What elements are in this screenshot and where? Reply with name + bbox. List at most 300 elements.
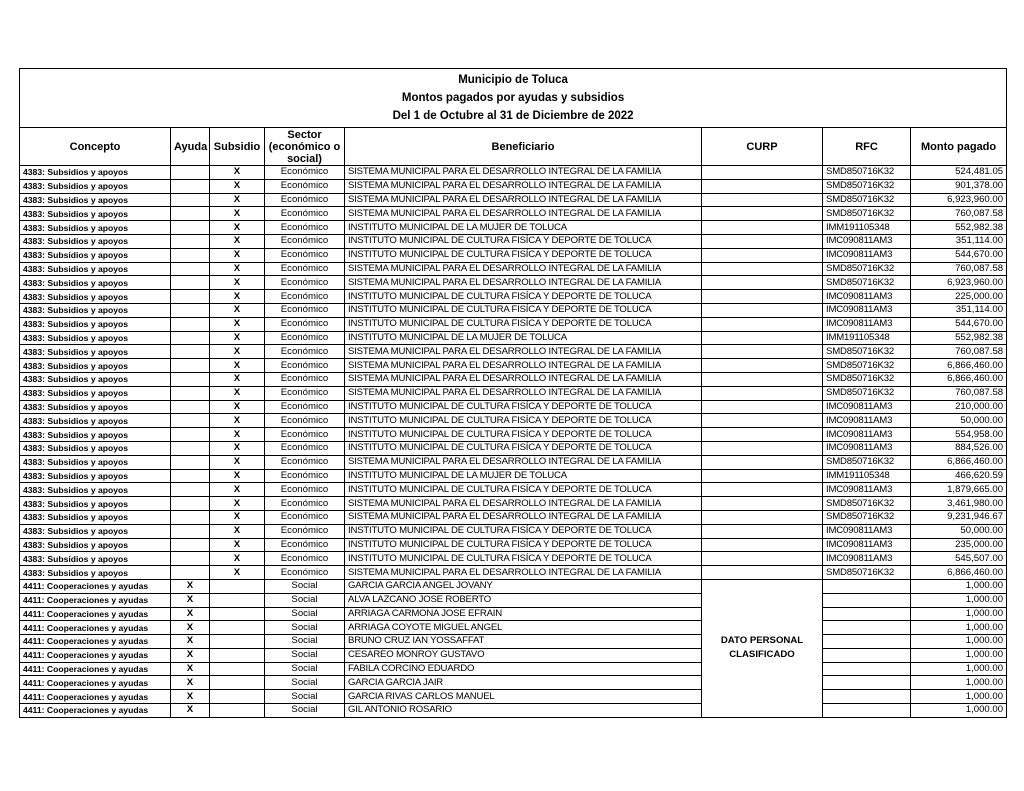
cell-ayuda [171, 386, 210, 400]
cell-beneficiario: SISTEMA MUNICIPAL PARA EL DESARROLLO INTEGRAL DE LA FAMILIA [345, 455, 702, 469]
cell-ayuda [171, 207, 210, 221]
cell-concepto: 4411: Cooperaciones y ayudas [20, 635, 171, 649]
cell-subsidio: X [210, 234, 265, 248]
cell-subsidio [210, 690, 265, 704]
cell-subsidio [210, 579, 265, 593]
cell-ayuda: X [171, 704, 210, 718]
cell-beneficiario: SISTEMA MUNICIPAL PARA EL DESARROLLO INTEGRAL DE LA FAMILIA [345, 193, 702, 207]
cell-concepto: 4383: Subsidios y apoyos [20, 386, 171, 400]
cell-concepto: 4383: Subsidios y apoyos [20, 262, 171, 276]
cell-ayuda [171, 400, 210, 414]
cell-beneficiario: GARCIA RIVAS CARLOS MANUEL [345, 690, 702, 704]
table-row [20, 538, 1007, 552]
cell-monto: 1,000.00 [911, 621, 1007, 635]
cell-sector: Social [265, 676, 345, 690]
cell-monto: 1,000.00 [911, 648, 1007, 662]
cell-curp [702, 193, 823, 207]
cell-curp [702, 234, 823, 248]
cell-subsidio: X [210, 290, 265, 304]
cell-subsidio: X [210, 166, 265, 180]
cell-monto: 210,000.00 [911, 400, 1007, 414]
cell-concepto: 4383: Subsidios y apoyos [20, 248, 171, 262]
cell-subsidio: X [210, 455, 265, 469]
cell-subsidio [210, 648, 265, 662]
cell-sector: Económico [265, 441, 345, 455]
cell-curp [702, 276, 823, 290]
cell-beneficiario: GIL ANTONIO ROSARIO [345, 704, 702, 718]
report-title-municipality: Municipio de Toluca [458, 74, 568, 86]
cell-ayuda: X [171, 621, 210, 635]
cell-concepto: 4383: Subsidios y apoyos [20, 303, 171, 317]
cell-rfc: SMD850716K32 [823, 372, 911, 386]
cell-concepto: 4411: Cooperaciones y ayudas [20, 579, 171, 593]
cell-monto: 760,087.58 [911, 207, 1007, 221]
cell-ayuda [171, 262, 210, 276]
cell-rfc: SMD850716K32 [823, 262, 911, 276]
cell-ayuda [171, 317, 210, 331]
table-row [20, 221, 1007, 235]
cell-subsidio: X [210, 359, 265, 373]
cell-ayuda [171, 428, 210, 442]
table-row [20, 579, 1007, 593]
cell-beneficiario: FABILA CORCINO EDUARDO [345, 662, 702, 676]
cell-curp [702, 552, 823, 566]
cell-ayuda [171, 303, 210, 317]
cell-ayuda [171, 331, 210, 345]
cell-concepto: 4383: Subsidios y apoyos [20, 331, 171, 345]
cell-ayuda [171, 497, 210, 511]
cell-sector: Económico [265, 276, 345, 290]
cell-curp [702, 359, 823, 373]
table-row [20, 455, 1007, 469]
cell-monto: 1,000.00 [911, 579, 1007, 593]
cell-beneficiario: ALVA LAZCANO JOSE ROBERTO [345, 593, 702, 607]
cell-monto: 1,000.00 [911, 704, 1007, 718]
cell-rfc [823, 648, 911, 662]
cell-ayuda: X [171, 676, 210, 690]
cell-rfc: SMD850716K32 [823, 207, 911, 221]
cell-monto: 6,923,960.00 [911, 193, 1007, 207]
cell-ayuda: X [171, 662, 210, 676]
cell-ayuda [171, 248, 210, 262]
cell-ayuda: X [171, 635, 210, 649]
column-header-row [20, 128, 1007, 166]
cell-concepto: 4411: Cooperaciones y ayudas [20, 676, 171, 690]
cell-concepto: 4383: Subsidios y apoyos [20, 428, 171, 442]
cell-subsidio: X [210, 414, 265, 428]
cell-rfc: IMC090811AM3 [823, 234, 911, 248]
cell-monto: 225,000.00 [911, 290, 1007, 304]
cell-monto: 3,461,980.00 [911, 497, 1007, 511]
cell-monto: 50,000.00 [911, 524, 1007, 538]
cell-sector: Económico [265, 524, 345, 538]
cell-sector: Social [265, 579, 345, 593]
cell-ayuda [171, 221, 210, 235]
header-sector [265, 128, 345, 166]
curp-classified-cell [702, 579, 823, 717]
header-sector-line3: social) [287, 152, 322, 165]
cell-subsidio: X [210, 510, 265, 524]
cell-ayuda [171, 276, 210, 290]
table-row [20, 621, 1007, 635]
table-row [20, 372, 1007, 386]
cell-ayuda [171, 566, 210, 580]
cell-subsidio [210, 704, 265, 718]
table-row [20, 593, 1007, 607]
cell-curp [702, 455, 823, 469]
cell-curp [702, 510, 823, 524]
cell-ayuda: X [171, 648, 210, 662]
cell-concepto: 4383: Subsidios y apoyos [20, 359, 171, 373]
cell-sector: Económico [265, 179, 345, 193]
cell-monto: 544,670.00 [911, 248, 1007, 262]
cell-rfc: SMD850716K32 [823, 179, 911, 193]
cell-beneficiario: SISTEMA MUNICIPAL PARA EL DESARROLLO INTEGRAL DE LA FAMILIA [345, 497, 702, 511]
cell-subsidio: X [210, 317, 265, 331]
cell-sector: Social [265, 690, 345, 704]
cell-rfc: SMD850716K32 [823, 166, 911, 180]
cell-monto: 760,087.58 [911, 345, 1007, 359]
cell-ayuda: X [171, 593, 210, 607]
table-row [20, 676, 1007, 690]
cell-concepto: 4383: Subsidios y apoyos [20, 345, 171, 359]
table-row [20, 193, 1007, 207]
cell-rfc: IMC090811AM3 [823, 483, 911, 497]
cell-beneficiario: SISTEMA MUNICIPAL PARA EL DESARROLLO INTEGRAL DE LA FAMILIA [345, 566, 702, 580]
cell-rfc: IMC090811AM3 [823, 248, 911, 262]
cell-beneficiario: SISTEMA MUNICIPAL PARA EL DESARROLLO INTEGRAL DE LA FAMILIA [345, 276, 702, 290]
cell-monto: 760,087.58 [911, 386, 1007, 400]
cell-subsidio [210, 607, 265, 621]
cell-curp [702, 469, 823, 483]
table-row [20, 248, 1007, 262]
cell-beneficiario: INSTITUTO MUNICIPAL DE CULTURA FISÍCA Y DEPORTE DE TOLUCA [345, 524, 702, 538]
table-row [20, 566, 1007, 580]
table-row [20, 386, 1007, 400]
cell-beneficiario: INSTITUTO MUNICIPAL DE CULTURA FISÍCA Y DEPORTE DE TOLUCA [345, 317, 702, 331]
cell-beneficiario: GARCIA GARCIA ANGEL JOVANY [345, 579, 702, 593]
cell-ayuda [171, 414, 210, 428]
cell-curp [702, 262, 823, 276]
cell-sector: Económico [265, 359, 345, 373]
cell-monto: 884,526.00 [911, 441, 1007, 455]
cell-subsidio: X [210, 345, 265, 359]
cell-curp [702, 428, 823, 442]
report-title [20, 69, 1007, 128]
table-row [20, 648, 1007, 662]
cell-curp [702, 345, 823, 359]
cell-ayuda [171, 455, 210, 469]
cell-subsidio: X [210, 372, 265, 386]
cell-monto: 6,866,460.00 [911, 359, 1007, 373]
cell-curp [702, 290, 823, 304]
cell-beneficiario: INSTITUTO MUNICIPAL DE CULTURA FISÍCA Y DEPORTE DE TOLUCA [345, 234, 702, 248]
cell-sector: Económico [265, 497, 345, 511]
table-row [20, 276, 1007, 290]
cell-ayuda: X [171, 607, 210, 621]
table-row [20, 166, 1007, 180]
cell-monto: 6,866,460.00 [911, 372, 1007, 386]
cell-concepto: 4383: Subsidios y apoyos [20, 221, 171, 235]
cell-beneficiario: INSTITUTO MUNICIPAL DE CULTURA FISÍCA Y DEPORTE DE TOLUCA [345, 483, 702, 497]
cell-subsidio [210, 662, 265, 676]
cell-sector: Económico [265, 345, 345, 359]
cell-beneficiario: INSTITUTO MUNICIPAL DE CULTURA FISÍCA Y DEPORTE DE TOLUCA [345, 303, 702, 317]
cell-concepto: 4383: Subsidios y apoyos [20, 166, 171, 180]
cell-sector: Económico [265, 207, 345, 221]
cell-beneficiario: INSTITUTO MUNICIPAL DE LA MUJER DE TOLUCA [345, 221, 702, 235]
cell-ayuda [171, 524, 210, 538]
cell-sector: Económico [265, 372, 345, 386]
cell-sector: Económico [265, 483, 345, 497]
cell-concepto: 4411: Cooperaciones y ayudas [20, 690, 171, 704]
cell-beneficiario: SISTEMA MUNICIPAL PARA EL DESARROLLO INTEGRAL DE LA FAMILIA [345, 166, 702, 180]
cell-ayuda [171, 345, 210, 359]
cell-subsidio [210, 635, 265, 649]
cell-beneficiario: GARCIA GARCIA JAIR [345, 676, 702, 690]
cell-subsidio: X [210, 193, 265, 207]
cell-beneficiario: BRUNO CRUZ IAN YOSSAFFAT [345, 635, 702, 649]
cell-sector: Económico [265, 566, 345, 580]
table-row [20, 400, 1007, 414]
cell-curp [702, 372, 823, 386]
cell-monto: 554,958.00 [911, 428, 1007, 442]
cell-subsidio [210, 676, 265, 690]
cell-sector: Económico [265, 400, 345, 414]
cell-rfc [823, 704, 911, 718]
cell-curp [702, 524, 823, 538]
cell-sector: Social [265, 662, 345, 676]
header-ayuda: Ayuda [171, 128, 210, 166]
table-row [20, 207, 1007, 221]
header-subsidio: Subsidio [210, 128, 265, 166]
cell-curp [702, 441, 823, 455]
cell-beneficiario: SISTEMA MUNICIPAL PARA EL DESARROLLO INTEGRAL DE LA FAMILIA [345, 345, 702, 359]
cell-sector: Social [265, 648, 345, 662]
table-row [20, 262, 1007, 276]
cell-sector: Económico [265, 248, 345, 262]
cell-subsidio [210, 593, 265, 607]
cell-subsidio: X [210, 566, 265, 580]
subsidies-table [19, 68, 1007, 718]
table-body [20, 166, 1007, 718]
header-rfc: RFC [823, 128, 911, 166]
cell-concepto: 4383: Subsidios y apoyos [20, 483, 171, 497]
cell-rfc: IMC090811AM3 [823, 428, 911, 442]
table-row [20, 607, 1007, 621]
table-row [20, 524, 1007, 538]
table-row [20, 331, 1007, 345]
cell-concepto: 4411: Cooperaciones y ayudas [20, 593, 171, 607]
cell-rfc: SMD850716K32 [823, 345, 911, 359]
cell-beneficiario: SISTEMA MUNICIPAL PARA EL DESARROLLO INTEGRAL DE LA FAMILIA [345, 179, 702, 193]
cell-beneficiario: SISTEMA MUNICIPAL PARA EL DESARROLLO INTEGRAL DE LA FAMILIA [345, 510, 702, 524]
cell-rfc: SMD850716K32 [823, 455, 911, 469]
cell-concepto: 4383: Subsidios y apoyos [20, 372, 171, 386]
cell-rfc: IMM191105348 [823, 221, 911, 235]
cell-concepto: 4411: Cooperaciones y ayudas [20, 704, 171, 718]
cell-monto: 1,000.00 [911, 662, 1007, 676]
cell-sector: Económico [265, 538, 345, 552]
cell-rfc [823, 662, 911, 676]
cell-monto: 544,670.00 [911, 317, 1007, 331]
table-row [20, 635, 1007, 649]
table-row [20, 662, 1007, 676]
cell-monto: 524,481.05 [911, 166, 1007, 180]
cell-sector: Económico [265, 290, 345, 304]
cell-sector: Económico [265, 428, 345, 442]
cell-rfc: IMC090811AM3 [823, 303, 911, 317]
header-curp: CURP [702, 128, 823, 166]
cell-ayuda [171, 552, 210, 566]
cell-monto: 351,114.00 [911, 234, 1007, 248]
table-row [20, 552, 1007, 566]
cell-subsidio: X [210, 469, 265, 483]
cell-ayuda [171, 538, 210, 552]
cell-ayuda [171, 359, 210, 373]
cell-subsidio: X [210, 400, 265, 414]
cell-sector: Económico [265, 166, 345, 180]
table-row [20, 690, 1007, 704]
cell-monto: 552,982.38 [911, 331, 1007, 345]
cell-curp [702, 303, 823, 317]
cell-subsidio: X [210, 207, 265, 221]
cell-ayuda: X [171, 579, 210, 593]
cell-concepto: 4383: Subsidios y apoyos [20, 566, 171, 580]
table-row [20, 497, 1007, 511]
cell-rfc [823, 690, 911, 704]
cell-rfc: IMC090811AM3 [823, 400, 911, 414]
cell-monto: 760,087.58 [911, 262, 1007, 276]
cell-concepto: 4383: Subsidios y apoyos [20, 510, 171, 524]
cell-beneficiario: SISTEMA MUNICIPAL PARA EL DESARROLLO INTEGRAL DE LA FAMILIA [345, 372, 702, 386]
cell-monto: 351,114.00 [911, 303, 1007, 317]
cell-concepto: 4383: Subsidios y apoyos [20, 400, 171, 414]
cell-beneficiario: SISTEMA MUNICIPAL PARA EL DESARROLLO INTEGRAL DE LA FAMILIA [345, 359, 702, 373]
cell-monto: 6,866,460.00 [911, 566, 1007, 580]
cell-concepto: 4411: Cooperaciones y ayudas [20, 621, 171, 635]
cell-rfc: SMD850716K32 [823, 510, 911, 524]
cell-ayuda [171, 469, 210, 483]
cell-rfc: IMC090811AM3 [823, 317, 911, 331]
cell-monto: 9,231,946.67 [911, 510, 1007, 524]
header-sector-line1: Sector [287, 128, 322, 141]
table-row [20, 303, 1007, 317]
cell-subsidio: X [210, 497, 265, 511]
cell-ayuda [171, 234, 210, 248]
cell-concepto: 4411: Cooperaciones y ayudas [20, 648, 171, 662]
cell-subsidio: X [210, 428, 265, 442]
header-beneficiario: Beneficiario [345, 128, 702, 166]
table-row [20, 428, 1007, 442]
report [19, 68, 1006, 718]
cell-beneficiario: ARRIAGA COYOTE MIGUEL ANGEL [345, 621, 702, 635]
cell-rfc: IMC090811AM3 [823, 538, 911, 552]
cell-rfc: SMD850716K32 [823, 386, 911, 400]
cell-ayuda [171, 193, 210, 207]
cell-rfc [823, 676, 911, 690]
cell-subsidio: X [210, 483, 265, 497]
cell-rfc [823, 607, 911, 621]
cell-subsidio: X [210, 221, 265, 235]
cell-beneficiario: INSTITUTO MUNICIPAL DE CULTURA FISÍCA Y DEPORTE DE TOLUCA [345, 428, 702, 442]
header-monto: Monto pagado [911, 128, 1007, 166]
cell-rfc: SMD850716K32 [823, 497, 911, 511]
cell-monto: 1,000.00 [911, 607, 1007, 621]
cell-sector: Económico [265, 552, 345, 566]
cell-rfc [823, 621, 911, 635]
cell-concepto: 4383: Subsidios y apoyos [20, 193, 171, 207]
cell-rfc: IMC090811AM3 [823, 552, 911, 566]
cell-subsidio: X [210, 331, 265, 345]
cell-sector: Económico [265, 331, 345, 345]
cell-ayuda [171, 510, 210, 524]
cell-monto: 552,982.38 [911, 221, 1007, 235]
cell-subsidio: X [210, 524, 265, 538]
report-title-row [20, 69, 1007, 128]
table-row [20, 510, 1007, 524]
cell-subsidio [210, 621, 265, 635]
cell-rfc [823, 635, 911, 649]
cell-rfc [823, 593, 911, 607]
cell-sector: Social [265, 635, 345, 649]
cell-concepto: 4383: Subsidios y apoyos [20, 455, 171, 469]
cell-concepto: 4383: Subsidios y apoyos [20, 524, 171, 538]
cell-beneficiario: SISTEMA MUNICIPAL PARA EL DESARROLLO INTEGRAL DE LA FAMILIA [345, 262, 702, 276]
cell-concepto: 4383: Subsidios y apoyos [20, 276, 171, 290]
cell-monto: 901,378.00 [911, 179, 1007, 193]
table-row [20, 704, 1007, 718]
cell-sector: Económico [265, 317, 345, 331]
cell-curp [702, 248, 823, 262]
cell-concepto: 4411: Cooperaciones y ayudas [20, 607, 171, 621]
cell-ayuda [171, 372, 210, 386]
cell-concepto: 4383: Subsidios y apoyos [20, 207, 171, 221]
cell-curp [702, 221, 823, 235]
cell-curp [702, 538, 823, 552]
cell-ayuda [171, 166, 210, 180]
table-row [20, 234, 1007, 248]
cell-concepto: 4383: Subsidios y apoyos [20, 317, 171, 331]
cell-monto: 1,000.00 [911, 635, 1007, 649]
cell-sector: Social [265, 593, 345, 607]
table-row [20, 359, 1007, 373]
cell-rfc: SMD850716K32 [823, 276, 911, 290]
cell-concepto: 4383: Subsidios y apoyos [20, 497, 171, 511]
cell-monto: 6,923,960.00 [911, 276, 1007, 290]
cell-sector: Económico [265, 221, 345, 235]
cell-concepto: 4383: Subsidios y apoyos [20, 290, 171, 304]
cell-beneficiario: INSTITUTO MUNICIPAL DE CULTURA FISÍCA Y DEPORTE DE TOLUCA [345, 552, 702, 566]
cell-concepto: 4383: Subsidios y apoyos [20, 552, 171, 566]
cell-rfc: IMC090811AM3 [823, 414, 911, 428]
cell-concepto: 4383: Subsidios y apoyos [20, 441, 171, 455]
cell-curp [702, 386, 823, 400]
cell-beneficiario: SISTEMA MUNICIPAL PARA EL DESARROLLO INTEGRAL DE LA FAMILIA [345, 386, 702, 400]
cell-beneficiario: INSTITUTO MUNICIPAL DE CULTURA FISÍCA Y DEPORTE DE TOLUCA [345, 400, 702, 414]
cell-sector: Económico [265, 386, 345, 400]
table-row [20, 483, 1007, 497]
cell-ayuda [171, 290, 210, 304]
cell-monto: 235,000.00 [911, 538, 1007, 552]
cell-curp [702, 317, 823, 331]
report-title-period: Del 1 de Octubre al 31 de Diciembre de 2022 [392, 110, 634, 122]
cell-curp [702, 497, 823, 511]
cell-subsidio: X [210, 441, 265, 455]
cell-concepto: 4383: Subsidios y apoyos [20, 469, 171, 483]
cell-monto: 6,866,460.00 [911, 455, 1007, 469]
table-row [20, 179, 1007, 193]
